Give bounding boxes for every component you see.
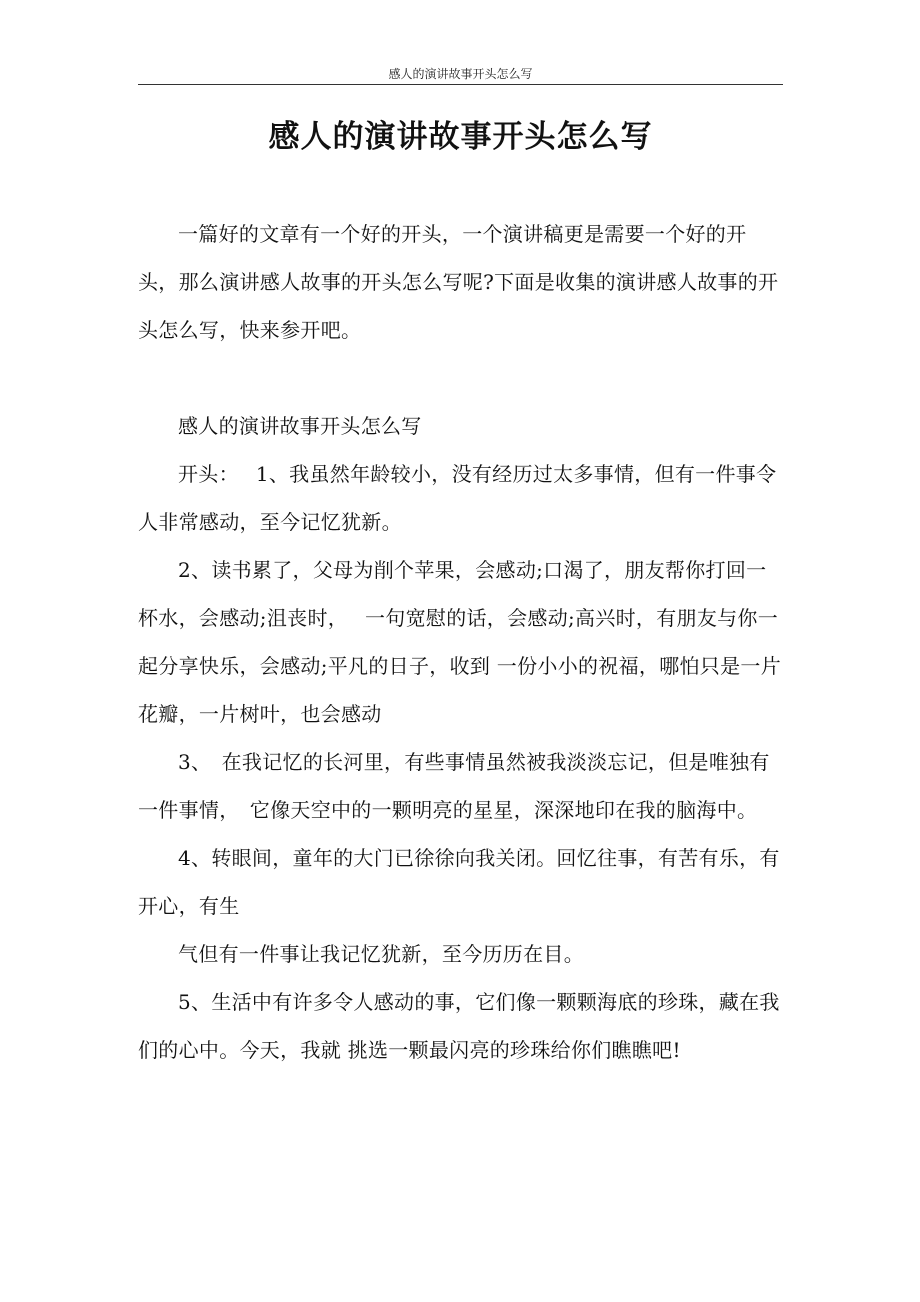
header-divider (138, 84, 783, 85)
document-title: 感人的演讲故事开头怎么写 (268, 119, 653, 155)
list-item-1: 开头： 1、我虽然年龄较小，没有经历过太多事情，但有一件事令人非常感动，至今记忆犹新。 (138, 462, 777, 534)
list-item-4-continued: 气但有一件事让我记忆犹新，至今历历在目。 (178, 942, 584, 966)
list-item-5: 5、生活中有许多令人感动的事，它们像一颗颗海底的珍珠，藏在我们的心中。今天，我就 挑选一颗最闪亮的珍珠给你们瞧瞧吧! (138, 990, 780, 1062)
intro-paragraph: 一篇好的文章有一个好的开头，一个演讲稿更是需要一个好的开头，那么演讲感人故事的开头怎么写呢?下面是收集的演讲感人故事的开头怎么写，快来参开吧。 (138, 222, 779, 342)
list-item-4: 4、转眼间，童年的大门已徐徐向我关闭。回忆往事，有苦有乐，有开心，有生 (138, 846, 780, 918)
list-item-2: 2、读书累了，父母为削个苹果，会感动;口渴了，朋友帮你打回一杯水，会感动;沮丧时， 一句宽慰的话，会感动;高兴时，有朋友与你一起分享快乐，会感动;平凡的日子，收到 一份小小的祝福，哪怕只是一片花瓣，一片树叶，也会感动 (138, 558, 781, 726)
section-heading: 感人的演讲故事开头怎么写 (178, 414, 422, 438)
list-item-3: 3、 在我记忆的长河里，有些事情虽然被我淡淡忘记，但是唯独有一件事情， 它像天空中的一颗明亮的星星，深深地印在我的脑海中。 (138, 750, 770, 822)
document-body (138, 210, 783, 1074)
paragraph-spacer (138, 354, 783, 402)
running-header: 感人的演讲故事开头怎么写 (388, 67, 533, 81)
